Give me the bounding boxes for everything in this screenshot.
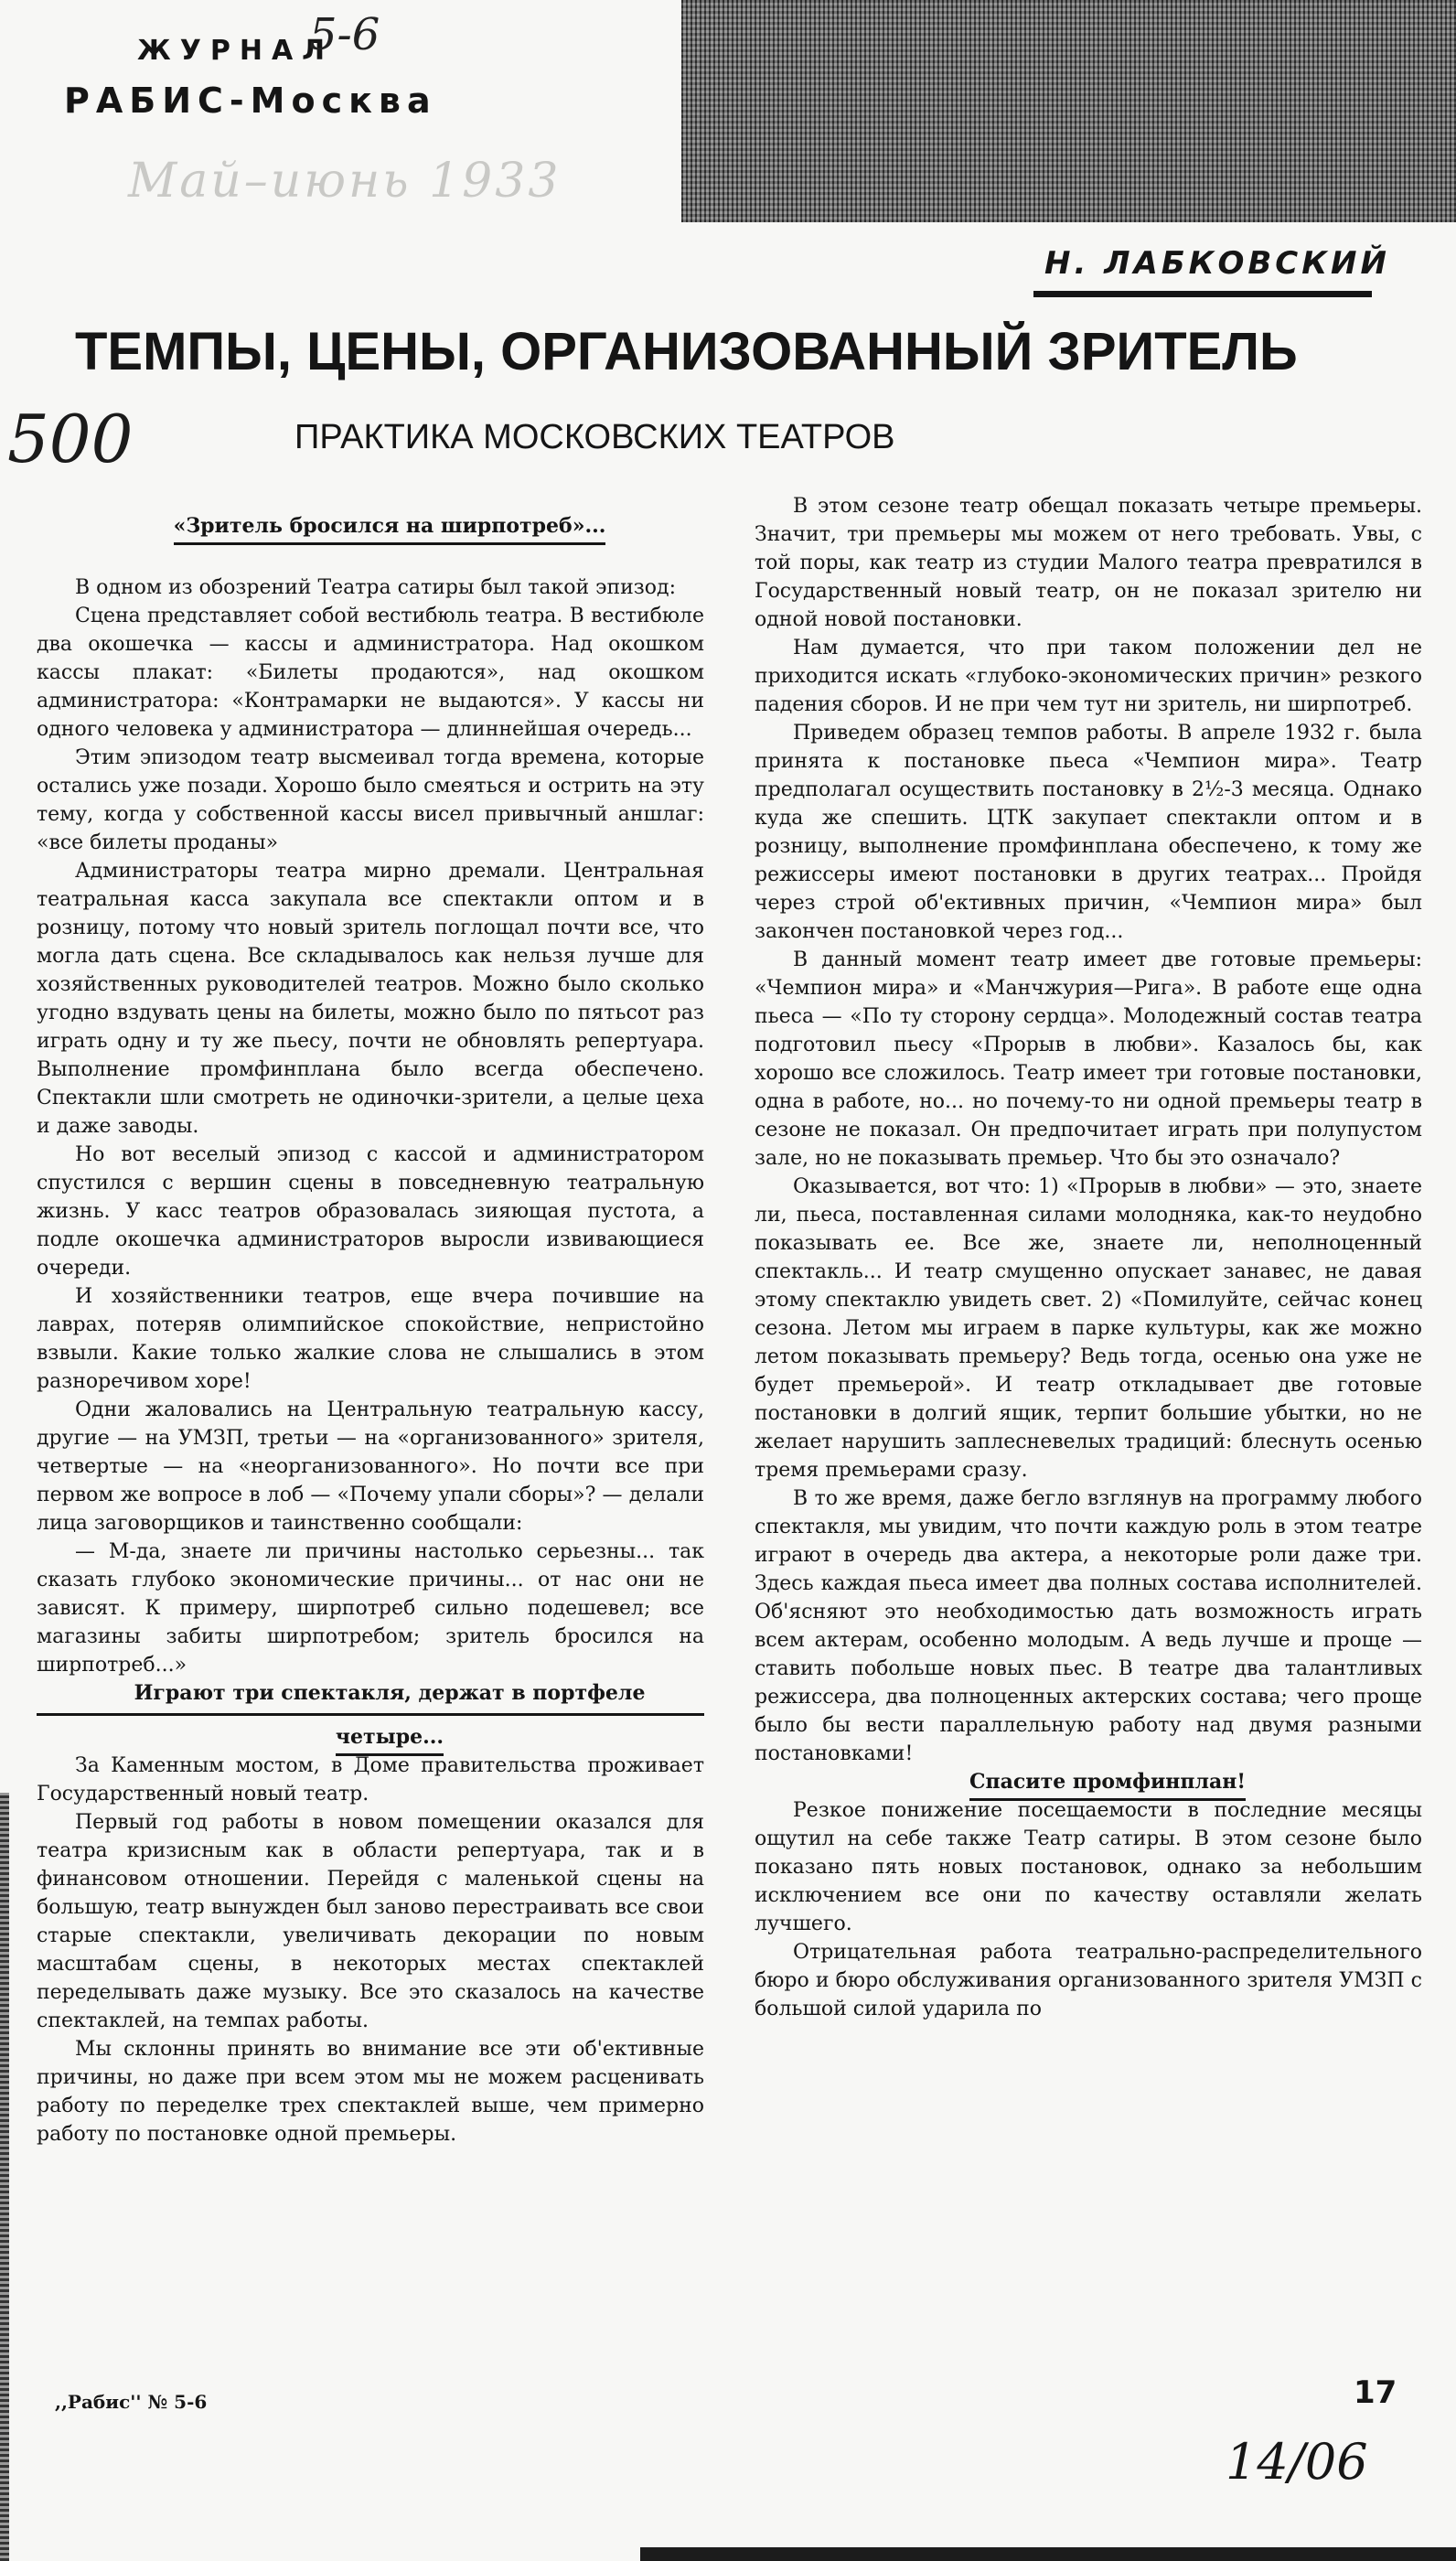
paragraph: Оказывается, вот что: 1) «Прорыв в любви» — это, знаете ли, пьеса, поставленная силами молодняка, как-то неудобно показывать ее. Все же, знаете ли, неполноценный спектакль... И театр смущенно опускает занавес, не давая этому спектаклю увидеть свет. 2) «Помилуйте, сейчас конец сезона. Летом мы играем в парке культуры, как же можно летом показывать премьеру? Ведь тогда, осенью она уже не будет премьерой». И театр откладывает две готовые постановки в долгий ящик, терпит большие убытки, но не желает нарушить заплесневелых традиций: блеснуть осенью тремя премьерами сразу. bbox=[755, 1175, 1422, 1482]
article-title: ТЕМПЫ, ЦЕНЫ, ОРГАНИЗОВАННЫЙ ЗРИТЕЛЬ bbox=[75, 322, 1298, 381]
article-subtitle: ПРАКТИКА МОСКОВСКИХ ТЕАТРОВ bbox=[294, 418, 895, 456]
footer-source: ,,Рабис'' № 5-6 bbox=[55, 2391, 208, 2413]
section-heading-text: четыре... bbox=[336, 1725, 444, 1756]
section-heading-text: Играют три спектакля, держат в портфеле bbox=[134, 1681, 646, 1705]
section-heading-continued bbox=[37, 1723, 704, 1752]
section-heading-text: «Зритель бросился на ширпотреб»... bbox=[174, 514, 606, 545]
column-left bbox=[37, 512, 704, 2148]
section-heading-rule bbox=[37, 1713, 704, 1716]
paragraph: Но вот веселый эпизод с кассой и администратором спустился с вершин сцены в повседневную театральную жизнь. У касс театров образовалась зияющая пустота, а подле окошечка администраторов выросли извивающиеся очереди. bbox=[37, 1143, 704, 1280]
scanned-dark-region bbox=[681, 0, 1456, 222]
paragraph: В данный момент театр имеет две готовые премьеры: «Чемпион мира» и «Манчжурия—Рига». В работе еще одна пьеса — «По ту сторону сердца». Молодежный состав театра подготовил пьесу «Прорыв в любви». Казалось бы, как хорошо все сложилось. Театр имеет три готовые постановки, одна в работе, но... но почему-то ни одной премьеры театр в сезоне не показал. Он предпочитает играть при полупустом зале, но не показывать премьер. Что бы это означало? bbox=[755, 948, 1422, 1170]
stamp-publication: РАБИС-Москва bbox=[64, 80, 437, 121]
paragraph: За Каменным мостом, в Доме правительства проживает Государственный новый театр. bbox=[37, 1754, 704, 1806]
paragraph: — М-да, знаете ли причины настолько серьезны... так сказать глубоко экономические причины... от нас они не зависят. К примеру, ширпотреб сильно подешевел; все магазины забиты ширпотребом; зритель бросился на ширпотреб...» bbox=[37, 1540, 704, 1677]
paragraph: Сцена представляет собой вестибюль театра. В вестибюле два окошечка — кассы и администратора. Над окошком кассы плакат: «Билеты продаются», над окошком администратора: «Контрамарки не выдаются». У кассы ни одного человека у администратора — длиннейшая очередь... bbox=[37, 605, 704, 741]
section-heading bbox=[37, 512, 704, 541]
column-right bbox=[755, 492, 1422, 2023]
paragraph: Первый год работы в новом помещении оказался для театра кризисным как в области репертуара, так и в финансовом отношении. Перейдя с маленькой сцены на большую, театр вынужден был заново перестраивать все свои старые спектакли, увеличивать декорации по новым масштабам сцены, в некоторых местах спектаклей переделывать даже музыку. Все это сказалось на качестве спектаклей, на темпах работы. bbox=[37, 1811, 704, 2032]
handwritten-number: 500 bbox=[7, 401, 134, 477]
paragraph: Этим эпизодом театр высмеивал тогда времена, которые остались уже позади. Хорошо было смеяться и острить на эту тему, когда у собственной кассы висел привычный аншлаг: «все билеты проданы» bbox=[37, 746, 704, 854]
handwritten-date: Май–июнь 1933 bbox=[128, 154, 562, 209]
page-number: 17 bbox=[1354, 2374, 1397, 2411]
handwritten-page-mark: 14/06 bbox=[1226, 2433, 1368, 2491]
article-author: Н. ЛАБКОВСКИЙ bbox=[1044, 245, 1390, 282]
section-heading bbox=[37, 1679, 704, 1708]
page-edge-left bbox=[0, 1793, 9, 2561]
paragraph: И хозяйственники театров, еще вчера почившие на лаврах, потеряв олимпийское спокойствие, непристойно взвыли. Какие только жалкие слова не слышались в этом разноречивом хоре! bbox=[37, 1285, 704, 1393]
paragraph: В одном из обозрений Театра сатиры был такой эпизод: bbox=[75, 576, 676, 599]
paragraph: В то же время, даже бегло взглянув на программу любого спектакля, мы увидим, что почти каждую роль в этом театре играют в очередь два актера, а некоторые роли даже три. Здесь каждая пьеса имеет два полных состава исполнителей. Об'ясняют это необходимостью дать возможность играть всем актерам, особенно молодым. А ведь лучше и проще — ставить побольше новых пьес. В театре два талантливых режиссера, два полноценных актерских состава; чего проще было бы вести параллельную работу над двумя разными постановками! bbox=[755, 1487, 1422, 1765]
page-edge-bottom bbox=[640, 2547, 1456, 2561]
stamp-journal-label: ЖУРНАЛ bbox=[137, 35, 335, 67]
paragraph: Нам думается, что при таком положении дел не приходится искать «глубоко-экономических причин» резкого падения сборов. И не при чем тут ни зритель, ни ширпотреб. bbox=[755, 637, 1422, 716]
paragraph: Одни жаловались на Центральную театральную кассу, другие — на УМЗП, третьи — на «организованного» зрителя, четвертые — на «неорганизованного». Но почти все при первом же вопросе в лоб — «Почему упали сборы»? — делали лица заговорщиков и таинственно сообщали: bbox=[37, 1398, 704, 1535]
paragraph: Мы склонны принять во внимание все эти об'ективные причины, но даже при всем этом мы не можем расценивать работу по переделке трех спектаклей выше, чем примерно работу по постановке одной премьеры. bbox=[37, 2038, 704, 2146]
paragraph: В этом сезоне театр обещал показать четыре премьеры. Значит, три премьеры мы можем от него требовать. Увы, с той поры, как театр из студии Малого театра превратился в Государственный новый театр, он не показал зрителю ни одной новой постановки. bbox=[755, 495, 1422, 631]
paragraph: Приведем образец темпов работы. В апреле 1932 г. была принята к постановке пьеса «Чемпион мира». Театр предполагал осуществить постановку в 2½-3 месяца. Однако куда же спешить. ЦТК закупает спектакли оптом и в розницу, выполнение промфинплана обеспечено, к тому же режиссеры имеют постановки в других театрах... Пройдя через строй об'ективных причин, «Чемпион мира» был закончен постановкой через год... bbox=[755, 722, 1422, 943]
section-heading-text: Спасите промфинплан! bbox=[969, 1770, 1246, 1801]
stamp-journal-issue: 5-6 bbox=[309, 9, 380, 60]
paragraph: Резкое понижение посещаемости в последние месяцы ощутил на себе также Театр сатиры. В этом сезоне было показано пять новых постановок, однако за небольшим исключением все они по качеству оставляли желать лучшего. bbox=[755, 1799, 1422, 1935]
paragraph: Администраторы театра мирно дремали. Центральная театральная касса закупала все спектакли оптом и в розницу, потому что новый зритель поглощал почти все, что могла дать сцена. Все складывалось как нельзя лучше для хозяйственных руководителей театров. Можно было сколько угодно вздувать цены на билеты, можно было по пятьсот раз играть одну и ту же пьесу, почти не обновлять репертуара. Выполнение промфинплана было всегда обеспечено. Спектакли шли смотреть не одиночки-зрители, а целые цеха и даже заводы. bbox=[37, 860, 704, 1138]
paragraph: Отрицательная работа театрально-распределительного бюро и бюро обслуживания организованного зрителя УМЗП с большой силой ударила по bbox=[755, 1941, 1422, 2020]
author-underline bbox=[1033, 291, 1372, 297]
section-heading bbox=[755, 1768, 1422, 1796]
